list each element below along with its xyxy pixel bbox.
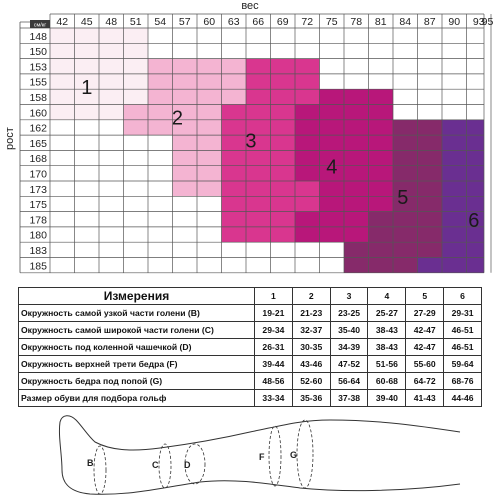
measurement-value-size-5: 41-43 bbox=[406, 390, 444, 407]
measurement-label: Окружность под коленной чашечкой (D) bbox=[19, 339, 255, 356]
weight-tick-label: 63 bbox=[227, 16, 240, 28]
height-tick-label: 170 bbox=[29, 168, 47, 181]
weight-tick-label: 95 bbox=[481, 16, 494, 28]
measurement-value-size-2: 32-37 bbox=[292, 322, 330, 339]
leg-label-d: D bbox=[184, 460, 191, 470]
measurement-value-size-1: 26-31 bbox=[255, 339, 293, 356]
size-header-6: 6 bbox=[444, 288, 482, 305]
size-region-6 bbox=[418, 258, 485, 273]
size-number-label: 6 bbox=[468, 209, 480, 232]
size-region-3 bbox=[222, 105, 296, 120]
table-row bbox=[19, 322, 482, 339]
weight-tick-label: 66 bbox=[252, 16, 265, 28]
height-axis-title: рост bbox=[4, 127, 16, 150]
size-region-4 bbox=[295, 212, 369, 227]
height-tick-label: 185 bbox=[29, 260, 47, 273]
measure-ring-f bbox=[269, 426, 281, 486]
size-region-5 bbox=[369, 227, 443, 242]
size-region-3 bbox=[246, 74, 320, 89]
size-region-6 bbox=[442, 135, 484, 150]
leg-label-b: B bbox=[87, 458, 94, 468]
size-number-label: 4 bbox=[326, 156, 338, 179]
weight-tick-label: 93 bbox=[472, 16, 485, 28]
measurement-value-size-4: 60-68 bbox=[368, 373, 406, 390]
size-region-3 bbox=[222, 150, 296, 165]
table-row bbox=[19, 373, 482, 390]
size-region-5 bbox=[344, 258, 418, 273]
table-header-row bbox=[19, 288, 482, 305]
weight-axis-title: вес bbox=[241, 0, 259, 12]
measurement-value-size-5: 42-47 bbox=[406, 339, 444, 356]
height-tick-label: 162 bbox=[29, 122, 47, 135]
leg-label-f: F bbox=[259, 452, 265, 462]
corner-label: см/кг bbox=[33, 22, 47, 29]
size-region-6 bbox=[442, 181, 484, 196]
measurement-label: Окружность верхней трети бедра (F) bbox=[19, 356, 255, 373]
height-tick-label: 180 bbox=[29, 229, 47, 242]
measurement-value-size-6: 44-46 bbox=[444, 390, 482, 407]
measurement-value-size-2: 52-60 bbox=[292, 373, 330, 390]
measurement-value-size-4: 39-40 bbox=[368, 390, 406, 407]
weight-tick-label: 48 bbox=[105, 16, 118, 28]
weight-tick-label: 84 bbox=[399, 16, 412, 28]
measurement-value-size-3: 34-39 bbox=[330, 339, 368, 356]
height-tick-label: 168 bbox=[29, 153, 47, 166]
weight-tick-label: 42 bbox=[56, 16, 69, 28]
weight-tick-label: 81 bbox=[374, 16, 387, 28]
weight-tick-label: 78 bbox=[350, 16, 363, 28]
table-row bbox=[19, 339, 482, 356]
measurement-value-size-4: 25-27 bbox=[368, 305, 406, 322]
height-tick-label: 158 bbox=[29, 92, 47, 104]
table-row bbox=[19, 390, 482, 407]
measurement-value-size-4: 51-56 bbox=[368, 356, 406, 373]
size-region-3 bbox=[246, 89, 320, 104]
table-row bbox=[19, 356, 482, 373]
measurement-value-size-2: 43-46 bbox=[292, 356, 330, 373]
weight-tick-label: 90 bbox=[448, 16, 461, 28]
weight-tick-label: 72 bbox=[301, 16, 314, 28]
size-region-3 bbox=[222, 135, 296, 150]
weight-tick-label: 57 bbox=[178, 16, 191, 28]
measurement-value-size-3: 23-25 bbox=[330, 305, 368, 322]
height-tick-label: 183 bbox=[29, 245, 47, 257]
measurement-value-size-3: 56-64 bbox=[330, 373, 368, 390]
size-region-6 bbox=[442, 150, 484, 165]
measurement-value-size-6: 29-31 bbox=[444, 305, 482, 322]
size-region-5 bbox=[369, 212, 443, 227]
measurement-value-size-1: 19-21 bbox=[255, 305, 293, 322]
measurement-value-size-2: 21-23 bbox=[292, 305, 330, 322]
height-tick-label: 150 bbox=[29, 46, 47, 59]
measurement-label: Окружность самой широкой части голени (C) bbox=[19, 322, 255, 339]
leg-diagram bbox=[0, 408, 500, 500]
weight-tick-label: 69 bbox=[276, 16, 289, 28]
size-region-6 bbox=[442, 120, 484, 135]
weight-tick-label: 87 bbox=[423, 16, 436, 28]
weight-tick-label: 60 bbox=[203, 16, 216, 28]
height-tick-label: 173 bbox=[29, 183, 47, 196]
measurement-value-size-5: 42-47 bbox=[406, 322, 444, 339]
measurement-value-size-5: 27-29 bbox=[406, 305, 444, 322]
weight-tick-label: 51 bbox=[129, 16, 142, 28]
measurement-value-size-1: 39-44 bbox=[255, 356, 293, 373]
measure-ring-c bbox=[159, 444, 171, 488]
measurement-value-size-4: 38-43 bbox=[368, 322, 406, 339]
height-tick-label: 155 bbox=[29, 76, 47, 89]
size-number-label: 5 bbox=[397, 186, 409, 209]
size-header-3: 3 bbox=[330, 288, 368, 305]
leg-label-g: G bbox=[290, 450, 298, 460]
measurement-label: Размер обуви для подбора гольф bbox=[19, 390, 255, 407]
size-header-2: 2 bbox=[292, 288, 330, 305]
size-region-3 bbox=[222, 166, 296, 181]
measure-ring-b bbox=[94, 446, 106, 494]
size-region-6 bbox=[442, 242, 484, 257]
size-header-1: 1 bbox=[255, 288, 293, 305]
size-region-4 bbox=[320, 181, 394, 196]
measurement-value-size-6: 46-51 bbox=[444, 339, 482, 356]
measurements-header: Измерения bbox=[19, 288, 255, 305]
measurement-value-size-2: 35-36 bbox=[292, 390, 330, 407]
measurement-value-size-2: 30-35 bbox=[292, 339, 330, 356]
height-tick-label: 175 bbox=[29, 199, 47, 212]
measurement-value-size-5: 55-60 bbox=[406, 356, 444, 373]
measurement-value-size-5: 64-72 bbox=[406, 373, 444, 390]
height-tick-label: 165 bbox=[29, 137, 47, 150]
size-header-4: 4 bbox=[368, 288, 406, 305]
weight-tick-label: 45 bbox=[80, 16, 93, 28]
measurement-value-size-3: 47-52 bbox=[330, 356, 368, 373]
height-tick-label: 153 bbox=[29, 61, 47, 74]
measurement-label: Окружность бедра под попой (G) bbox=[19, 373, 255, 390]
weight-tick-label: 54 bbox=[154, 16, 167, 28]
size-region-3 bbox=[246, 59, 320, 74]
measurement-label: Окружность самой узкой части голени (B) bbox=[19, 305, 255, 322]
size-region-4 bbox=[295, 227, 369, 242]
measurement-value-size-6: 68-76 bbox=[444, 373, 482, 390]
height-tick-label: 160 bbox=[29, 107, 47, 120]
height-tick-label: 178 bbox=[29, 214, 47, 227]
size-region-6 bbox=[442, 166, 484, 181]
measurement-value-size-1: 48-56 bbox=[255, 373, 293, 390]
size-header-5: 5 bbox=[406, 288, 444, 305]
measurements-table bbox=[18, 287, 482, 407]
size-number-label: 2 bbox=[171, 107, 183, 130]
weight-tick-label: 75 bbox=[325, 16, 338, 28]
size-number-label: 1 bbox=[81, 76, 93, 99]
measurement-value-size-6: 46-51 bbox=[444, 322, 482, 339]
measure-ring-g bbox=[297, 420, 313, 488]
height-tick-label: 148 bbox=[29, 30, 47, 43]
leg-label-c: C bbox=[152, 460, 159, 470]
measurement-value-size-1: 29-34 bbox=[255, 322, 293, 339]
measurement-value-size-1: 33-34 bbox=[255, 390, 293, 407]
size-region-4 bbox=[320, 89, 394, 104]
size-number-label: 3 bbox=[245, 130, 257, 153]
measurement-value-size-3: 35-40 bbox=[330, 322, 368, 339]
measurement-value-size-6: 59-64 bbox=[444, 356, 482, 373]
measurement-value-size-4: 38-43 bbox=[368, 339, 406, 356]
measurement-value-size-3: 37-38 bbox=[330, 390, 368, 407]
size-region-3 bbox=[222, 120, 296, 135]
size-region-4 bbox=[320, 196, 394, 211]
table-row bbox=[19, 305, 482, 322]
